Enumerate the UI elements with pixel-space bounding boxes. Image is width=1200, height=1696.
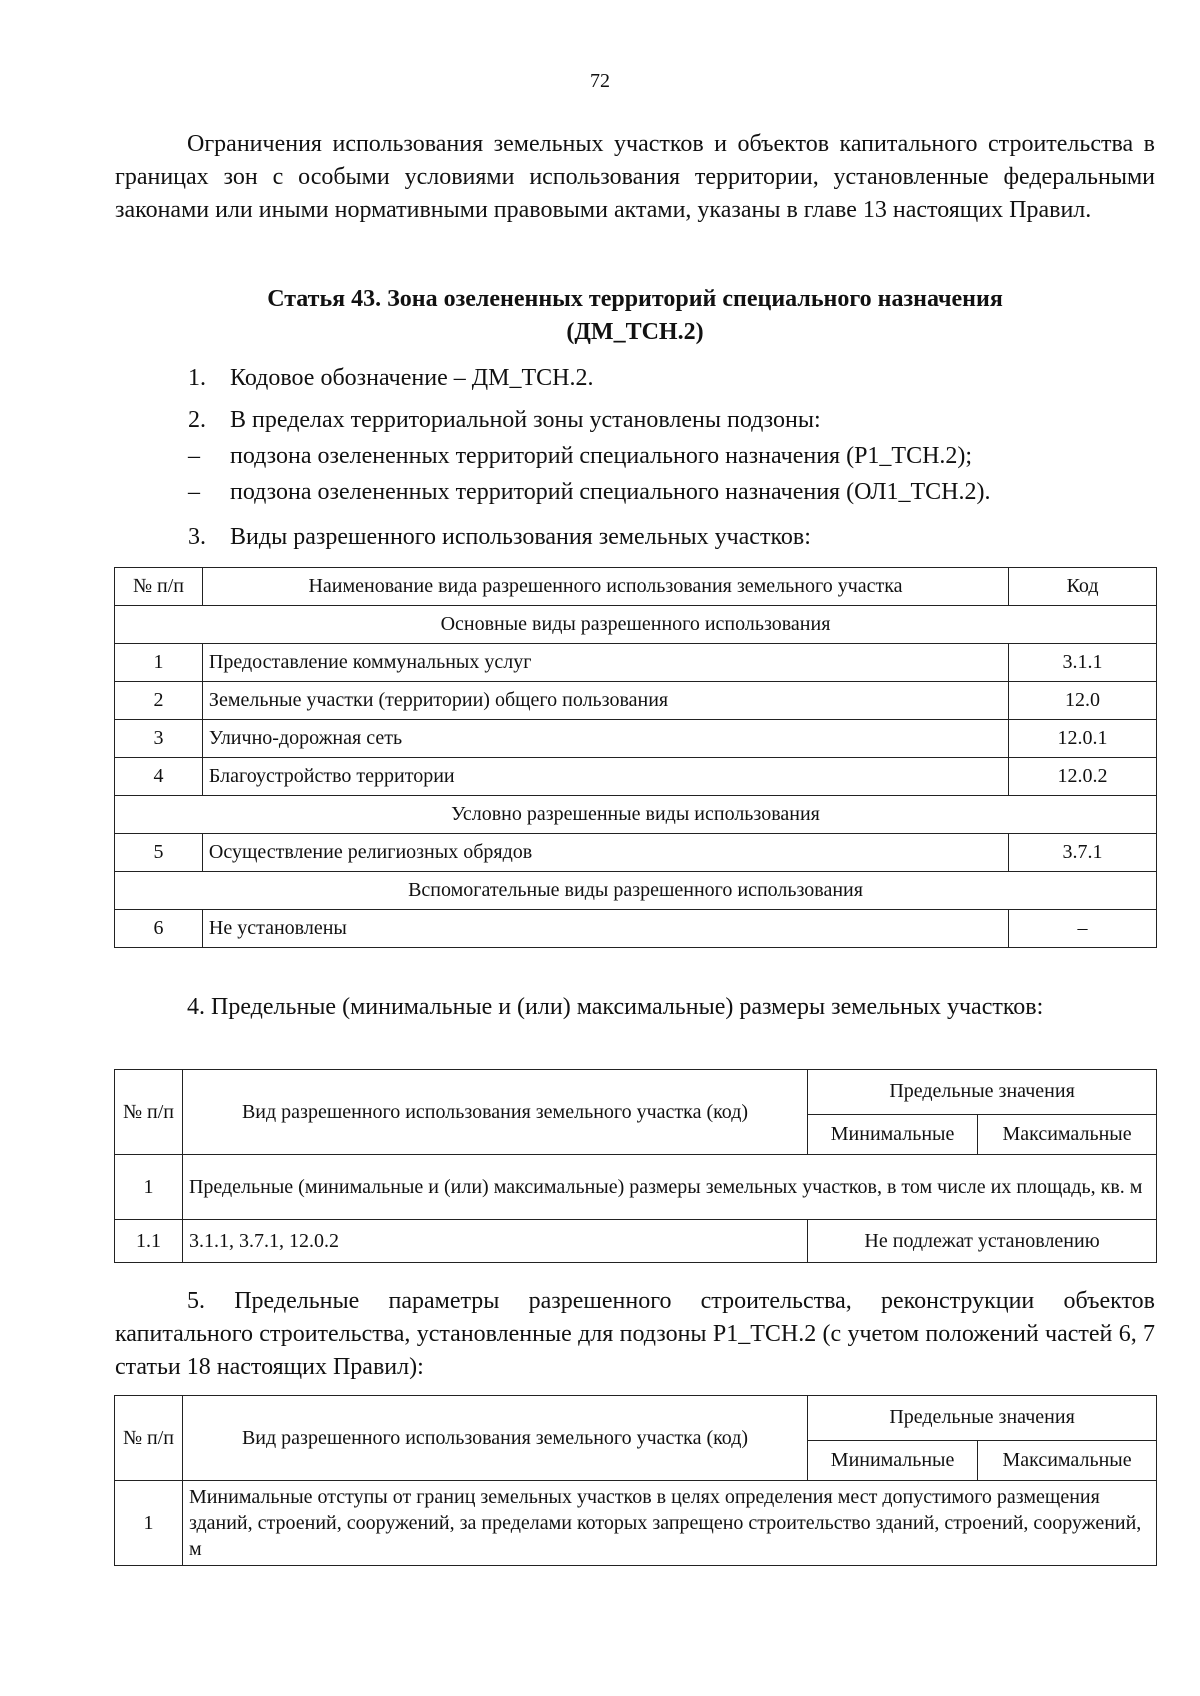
row-codes: 3.1.1, 3.7.1, 12.0.2: [182, 1220, 807, 1263]
table-header-row: [115, 1396, 1157, 1441]
item-4-paragraph: [115, 991, 1155, 1024]
row-code: 3.1.1: [1009, 644, 1157, 682]
row-code: 12.0.2: [1009, 758, 1157, 796]
item-5-paragraph: [115, 1285, 1155, 1384]
row-code: –: [1009, 910, 1157, 948]
header-code: Код: [1009, 568, 1157, 606]
row-num: 1: [115, 1155, 183, 1220]
item-1: [188, 363, 593, 393]
header-min: Минимальные: [808, 1440, 978, 1480]
table-row: [115, 758, 1157, 796]
subzone-2: [188, 477, 990, 507]
row-name: Улично-дорожная сеть: [202, 720, 1008, 758]
group-row: [115, 606, 1157, 644]
row-value: Не подлежат установлению: [808, 1220, 1157, 1263]
article-title: [115, 283, 1155, 349]
header-kind: Вид разрешенного использования земельного участка (код): [182, 1070, 807, 1155]
table-header-row: [115, 568, 1157, 606]
header-name: Наименование вида разрешенного использования земельного участка: [202, 568, 1008, 606]
group-conditional: Условно разрешенные виды использования: [115, 796, 1157, 834]
row-num: 1.1: [115, 1220, 183, 1263]
item-2-text: В пределах территориальной зоны установлены подзоны:: [230, 407, 821, 433]
row-name: Не установлены: [202, 910, 1008, 948]
row-num: 6: [115, 910, 203, 948]
row-num: 1: [115, 1481, 183, 1566]
item-1-text: Кодовое обозначение – ДМ_ТСН.2.: [230, 365, 594, 391]
row-num: 1: [115, 644, 203, 682]
table-row: [115, 644, 1157, 682]
row-num: 3: [115, 720, 203, 758]
group-main: Основные виды разрешенного использования: [115, 606, 1157, 644]
header-kind: Вид разрешенного использования земельного участка (код): [182, 1396, 807, 1481]
intro-paragraph: [115, 128, 1155, 227]
row-name: Предоставление коммунальных услуг: [202, 644, 1008, 682]
item-3-text: Виды разрешенного использования земельных участков:: [230, 524, 811, 550]
group-row: [115, 872, 1157, 910]
row-num: 4: [115, 758, 203, 796]
article-title-line2: (ДМ_ТСН.2): [566, 319, 704, 345]
row-name: Осуществление религиозных обрядов: [202, 834, 1008, 872]
group-aux: Вспомогательные виды разрешенного использования: [115, 872, 1157, 910]
item-2: [188, 405, 821, 435]
header-num: № п/п: [115, 1070, 183, 1155]
row-name: Благоустройство территории: [202, 758, 1008, 796]
construction-params-table: [114, 1395, 1157, 1566]
header-num: № п/п: [115, 568, 203, 606]
row-text: Минимальные отступы от границ земельных участков в целях определения мест допустимого размещения зданий, строений, сооружений, за пределами которых запрещено строительство зданий, строений, сооружений, м: [182, 1481, 1156, 1566]
page-number: 72: [590, 70, 610, 92]
table-row: [115, 1481, 1157, 1566]
group-row: [115, 796, 1157, 834]
header-max: Максимальные: [978, 1440, 1157, 1480]
header-limits: Предельные значения: [808, 1070, 1157, 1115]
item-1-number: 1.: [188, 365, 206, 391]
table-row: [115, 682, 1157, 720]
row-num: 5: [115, 834, 203, 872]
table-header-row: [115, 1070, 1157, 1115]
subzone-1: [188, 441, 972, 471]
header-max: Максимальные: [978, 1114, 1157, 1154]
article-title-line1: Статья 43. Зона озелененных территорий специального назначения: [267, 286, 1003, 312]
header-limits: Предельные значения: [808, 1396, 1157, 1441]
item-4-text: 4. Предельные (минимальные и (или) максимальные) размеры земельных участков:: [187, 994, 1044, 1020]
land-use-table: [114, 567, 1157, 948]
subzone-2-text: подзона озелененных территорий специального назначения (ОЛ1_ТСН.2).: [230, 479, 991, 505]
header-min: Минимальные: [808, 1114, 978, 1154]
row-code: 12.0.1: [1009, 720, 1157, 758]
row-code: 12.0: [1009, 682, 1157, 720]
dash-marker: –: [188, 443, 200, 469]
header-num: № п/п: [115, 1396, 183, 1481]
row-code: 3.7.1: [1009, 834, 1157, 872]
table-row: [115, 720, 1157, 758]
row-text: Предельные (минимальные и (или) максимальные) размеры земельных участков, в том числе их площадь, кв. м: [182, 1155, 1156, 1220]
row-name: Земельные участки (территории) общего пользования: [202, 682, 1008, 720]
table-row: [115, 910, 1157, 948]
item-5-text: 5. Предельные параметры разрешенного строительства, реконструкции объектов капитального строительства, установленные для подзоны Р1_ТСН.2 (с учетом положений частей 6, 7 статьи 18 настоящих Правил):: [115, 1288, 1155, 1380]
row-num: 2: [115, 682, 203, 720]
intro-text: Ограничения использования земельных участков и объектов капитального строительства в границах зон с особыми условиями использования территории, установленные федеральными законами или иными нормативными правовыми актами, указаны в главе 13 настоящих Правил.: [115, 131, 1155, 223]
subzone-1-text: подзона озелененных территорий специального назначения (Р1_ТСН.2);: [230, 443, 973, 469]
table-row: [115, 1220, 1157, 1263]
plot-size-table: [114, 1069, 1157, 1263]
item-2-number: 2.: [188, 407, 206, 433]
table-row: [115, 1155, 1157, 1220]
item-3: [188, 522, 811, 552]
table-row: [115, 834, 1157, 872]
dash-marker: –: [188, 479, 200, 505]
item-3-number: 3.: [188, 524, 206, 550]
